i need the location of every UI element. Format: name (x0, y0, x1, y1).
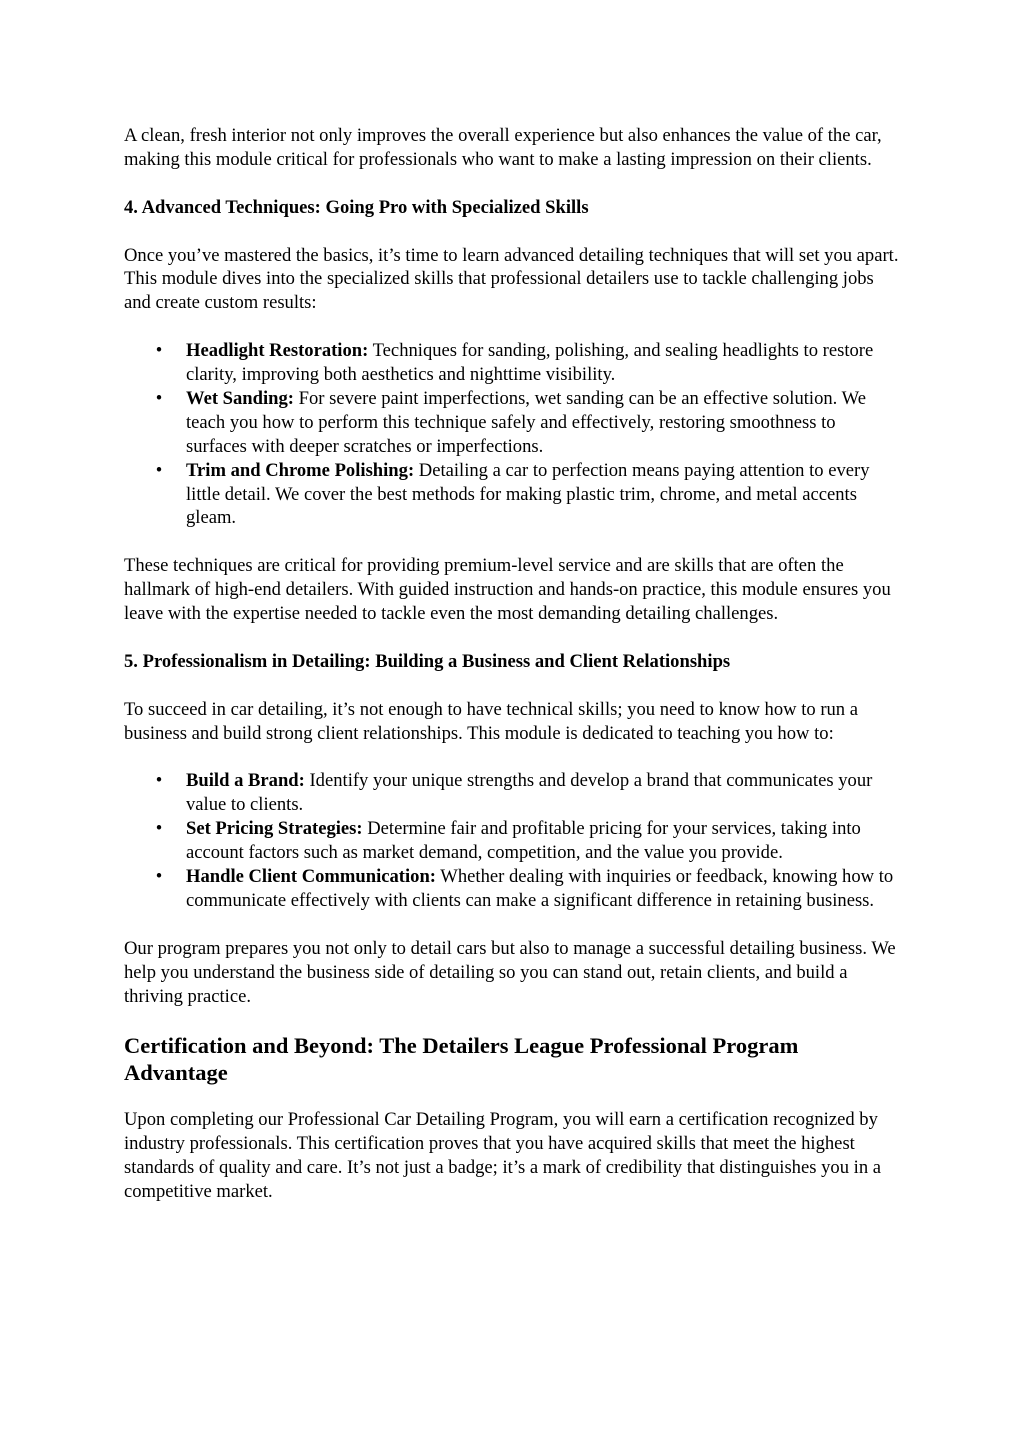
list-item-text: Whether dealing with inquiries or feedback, knowing how to communicate effectively with clients can make a significant difference in retaining business. (186, 865, 894, 911)
bullet-icon: • (155, 865, 163, 887)
module4-list (124, 339, 900, 530)
list-item-term: Set Pricing Strategies: (186, 818, 363, 840)
module4-intro: Once you’ve mastered the basics, it’s time to learn advanced detailing techniques that will set you apart. This module dives into the specialized skills that professional detailers use to tackle challenging jobs and create custom results: (124, 244, 899, 314)
list-item-term: Wet Sanding: (186, 387, 294, 409)
list-item (124, 459, 900, 531)
certification-heading: Certification and Beyond: The Detailers League Professional Program Advantage (124, 1033, 799, 1086)
list-item (124, 769, 900, 817)
list-item (124, 817, 900, 865)
bullet-icon: • (155, 818, 163, 840)
module5-list (124, 769, 900, 912)
list-item-text: Determine fair and profitable pricing for your services, taking into account factors such as market demand, competition, and the value you provide. (186, 818, 861, 864)
list-item-text: For severe paint imperfections, wet sanding can be an effective solution. We teach you how to perform this technique safely and effectively, restoring smoothness to surfaces with deeper scratches or imperfections. (186, 387, 866, 457)
list-item (124, 387, 900, 459)
list-item-term: Headlight Restoration: (186, 340, 369, 362)
module5-intro: To succeed in car detailing, it’s not enough to have technical skills; you need to know how to run a business and build strong client relationships. This module is dedicated to teaching you how to: (124, 698, 859, 744)
document-page (124, 124, 900, 1228)
certification-paragraph: Upon completing our Professional Car Detailing Program, you will earn a certification recognized by industry professionals. This certification proves that you have acquired skills that meet the highest standards of quality and care. It’s not just a badge; it’s a mark of credibility that distinguishes you in a competitive market. (124, 1109, 882, 1203)
bullet-icon: • (155, 770, 163, 792)
list-item (124, 339, 900, 387)
list-item-term: Trim and Chrome Polishing: (186, 459, 415, 481)
list-item-term: Handle Client Communication: (186, 865, 436, 887)
list-item-text: Detailing a car to perfection means paying attention to every little detail. We cover the best methods for making plastic trim, chrome, and metal accents gleam. (186, 459, 870, 529)
module4-heading: 4. Advanced Techniques: Going Pro with Specialized Skills (124, 196, 589, 218)
list-item (124, 865, 900, 913)
module5-heading: 5. Professionalism in Detailing: Building a Business and Client Relationships (124, 650, 731, 672)
module5-outro: Our program prepares you not only to detail cars but also to manage a successful detailing business. We help you understand the business side of detailing so you can stand out, retain clients, and build a thriving practice. (124, 937, 896, 1007)
bullet-icon: • (155, 387, 163, 409)
list-item-text: Identify your unique strengths and develop a brand that communicates your value to clients. (186, 770, 873, 816)
list-item-text: Techniques for sanding, polishing, and sealing headlights to restore clarity, improving both aesthetics and nighttime visibility. (186, 340, 874, 386)
bullet-icon: • (155, 459, 163, 481)
bullet-icon: • (155, 340, 163, 362)
intro-paragraph: A clean, fresh interior not only improves the overall experience but also enhances the value of the car, making this module critical for professionals who want to make a lasting impression on their clients. (124, 125, 882, 170)
module4-outro: These techniques are critical for providing premium-level service and are skills that are often the hallmark of high-end detailers. With guided instruction and hands-on practice, this module ensures you leave with the expertise needed to tackle even the most demanding detailing challenges. (124, 555, 891, 625)
list-item-term: Build a Brand: (186, 770, 305, 792)
